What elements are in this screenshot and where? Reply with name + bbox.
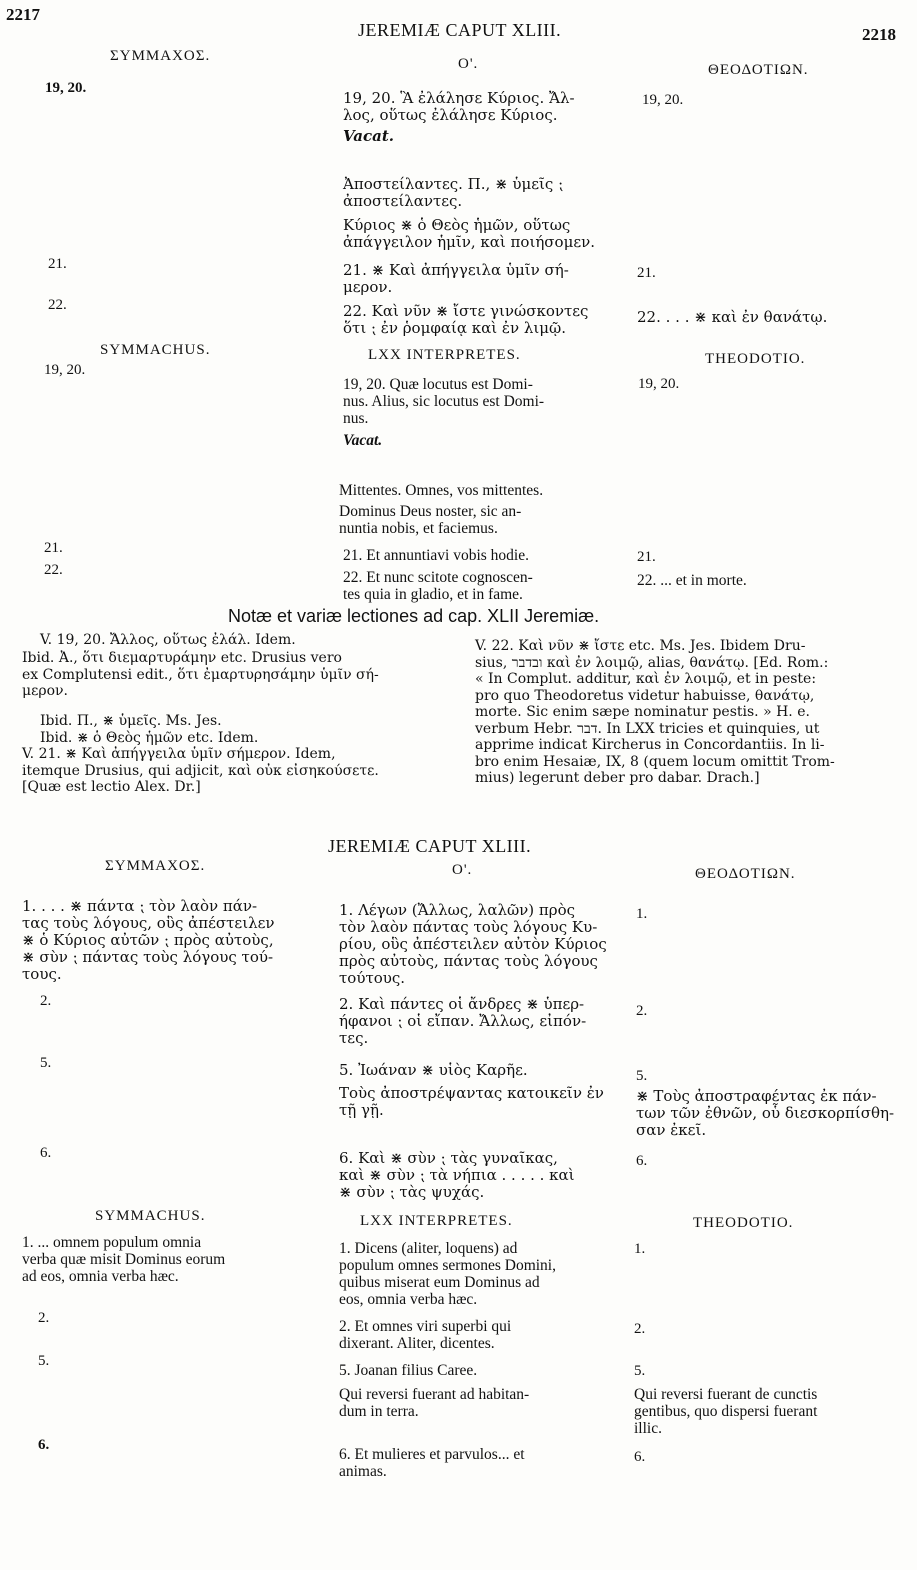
sym-verse-number: 2.: [40, 993, 52, 1009]
note-entry-right: V. 22. Καὶ νῦν ⋇ ἴστε etc. Ms. Jes. Ibidem Dru- sius, ובדבר καὶ ἐν λοιμῷ, alias, θανάτῳ. [Ed. Rom.: « In Complut. additur, καὶ ἐν λοιμῷ, et in peste: pro quo Theodoretus videtur habuisse, θανάτῳ, morte. Sic enim sæpe nominatur pestis. » H. e. verbum Hebr. דבר. In LXX tricies et quinquies, ut apprime indicat Kircherus in Concordantiis. In li- bro enim Hesaiæ, IX, 8 (quem locum omittit Trom- mius) legerunt deber pro dabar. Drach.]: [475, 638, 835, 786]
note-entry: V. 19, 20. Ἄλλος, οὕτως ἐλάλ. Idem.: [40, 632, 296, 648]
lxx-greek-verse: Ἀποστείλαντες. Π., ⋇ ὑμεῖς ⁏ ἀποστείλαντες.: [343, 175, 564, 210]
theo-latin-verse-number: 19, 20.: [638, 376, 680, 392]
col-header-lxx-greek: Ο'.: [452, 862, 473, 878]
col-header-symmachus-latin: SYMMACHUS.: [95, 1208, 206, 1224]
theo-verse-number: 19, 20.: [642, 92, 684, 108]
sym-latin-verse-number: 5.: [38, 1353, 50, 1369]
col-header-lxx-latin: LXX INTERPRETES.: [368, 347, 521, 363]
col-header-theodotion-latin: THEODOTIO.: [693, 1215, 794, 1231]
sym-verse-number: 21.: [48, 256, 67, 272]
col-header-theodotion-greek: ΘΕΟΔΟΤΙΩΝ.: [708, 62, 809, 78]
lxx-latin-vacat: Vacat.: [343, 432, 383, 449]
theo-verse-number: 5.: [636, 1068, 648, 1084]
col-header-symmachus-greek: ΣΥΜΜΑΧΟΣ.: [110, 48, 211, 64]
theo-verse-number: 6.: [636, 1153, 648, 1169]
theo-latin-verse-number: 21.: [637, 549, 656, 565]
theo-latin-verse: Qui reversi fuerant de cunctis gentibus, quo dispersi fuerant illic.: [634, 1386, 818, 1437]
note-entry: Ibid. ⋇ ὁ Θεὸς ἡμῶν etc. Idem.: [40, 730, 259, 746]
lxx-latin-verse: 6. Et mulieres et parvulos... et animas.: [339, 1446, 525, 1480]
col-header-lxx-greek: Ο'.: [458, 56, 479, 72]
note-entry: Ibid. Ἀ., ὅτι διεμαρτυράμην etc. Drusius vero ex Complutensi edit., ὅτι ἐμαρτυρησάμην ὑμῖν σή- μερον.: [22, 650, 379, 699]
sym-latin-verse-number: 21.: [44, 540, 63, 556]
lxx-greek-verse: Τοὺς ἀποστρέψαντας κατοικεῖν ἐν τῇ γῇ.: [339, 1084, 604, 1119]
sym-greek-verse: 1. . . . ⋇ πάντα ⁏ τὸν λαὸν πάν- τας τοὺς λόγους, οὓς ἀπέστειλεν ⋇ ὁ Κύριος αὐτῶν ⁏ πρὸς αὐτοὺς, ⋇ σὺν ⁏ πάντας τοὺς λόγους τού- τους.: [22, 897, 275, 983]
theo-verse-number: 2.: [636, 1003, 648, 1019]
sym-latin-verse-number: 19, 20.: [44, 362, 86, 378]
theo-latin-verse-number: 5.: [634, 1363, 646, 1379]
lxx-greek-verse: 5. Ἰωάναν ⋇ υἱὸς Καρῆε.: [339, 1061, 528, 1079]
theo-latin-verse-number: 6.: [634, 1449, 646, 1465]
page-number-right: 2218: [862, 25, 896, 44]
col-header-symmachus-greek: ΣΥΜΜΑΧΟΣ.: [105, 858, 206, 874]
chapter-title-bottom: JEREMIÆ CAPUT XLIII.: [328, 836, 532, 856]
chapter-title-top: JEREMIÆ CAPUT XLIII.: [358, 20, 562, 40]
theo-latin-verse-number: 2.: [634, 1321, 646, 1337]
lxx-greek-verse: 2. Καὶ πάντες οἱ ἄνδρες ⋇ ὑπερ- ήφανοι ⁏ οἱ εἴπαν. Ἄλλως, εἰπόν- τες.: [339, 995, 587, 1047]
sym-verse-number: 5.: [40, 1055, 52, 1071]
col-header-symmachus-latin: SYMMACHUS.: [100, 342, 211, 358]
lxx-greek-verse: 6. Καὶ ⋇ σὺν ⁏ τὰς γυναῖκας, καὶ ⋇ σὺν ⁏ τὰ νήπια . . . . . καὶ ⋇ σὺν ⁏ τὰς ψυχάς.: [339, 1149, 575, 1201]
lxx-latin-verse: Mittentes. Omnes, vos mittentes.: [339, 482, 544, 499]
lxx-latin-verse: 5. Joanan filius Caree.: [339, 1362, 478, 1379]
theo-greek-verse: ⋇ Τοὺς ἀποστραφέντας ἐκ πάν- των τῶν ἐθνῶν, οὗ διεσκορπίσθη- σαν ἐκεῖ.: [636, 1087, 895, 1139]
notes-title: Notæ et variæ lectiones ad cap. XLII Jeremiæ.: [228, 606, 600, 626]
lxx-latin-verse: Qui reversi fuerant ad habitan- dum in terra.: [339, 1386, 530, 1420]
theo-latin-verse: 22. ... et in morte.: [637, 572, 747, 589]
theo-latin-verse-number: 1.: [634, 1241, 646, 1257]
sym-latin-verse: 1. ... omnem populum omnia verba quæ misit Dominus eorum ad eos, omnia verba hæc.: [22, 1234, 226, 1285]
note-entry: V. 21. ⋇ Καὶ ἀπήγγειλα ὑμῖν σήμερον. Idem, itemque Drusius, qui adjicit, καὶ οὐκ εἰσηκούσετε. [Quæ est lectio Alex. Dr.]: [22, 746, 379, 795]
sym-verse-number: 19, 20.: [45, 80, 87, 96]
sym-verse-number: 6.: [40, 1145, 52, 1161]
sym-latin-verse-number: 6.: [38, 1437, 50, 1453]
col-header-theodotion-greek: ΘΕΟΔΟΤΙΩΝ.: [695, 866, 796, 882]
lxx-latin-verse: 19, 20. Quæ locutus est Domi- nus. Alius, sic locutus est Domi- nus.: [343, 376, 545, 427]
sym-latin-verse-number: 22.: [44, 562, 63, 578]
lxx-latin-verse: 1. Dicens (aliter, loquens) ad populum omnes sermones Domini, quibus miserat eum Dominus ad eos, omnia verba hæc.: [339, 1240, 556, 1308]
lxx-greek-verse: Κύριος ⋇ ὁ Θεὸς ἡμῶν, οὕτως ἀπάγγειλον ἡμῖν, καὶ ποιήσομεν.: [343, 216, 595, 251]
lxx-latin-verse: 21. Et annuntiavi vobis hodie.: [343, 547, 529, 564]
lxx-greek-verse: 22. Καὶ νῦν ⋇ ἴστε γινώσκοντες ὅτι ⁏ ἐν ῥομφαίᾳ καὶ ἐν λιμῷ.: [343, 302, 589, 337]
page-number-left: 2217: [6, 5, 40, 24]
theo-greek-verse: 22. . . . ⋇ καὶ ἐν θανάτῳ.: [637, 308, 828, 326]
theo-verse-number: 21.: [637, 265, 656, 281]
sym-verse-number: 22.: [48, 297, 67, 313]
lxx-greek-verse: 21. ⋇ Καὶ ἀπήγγειλα ὑμῖν σή- μερον.: [343, 261, 569, 296]
theo-verse-number: 1.: [636, 906, 648, 922]
note-entry: Ibid. Π., ⋇ ὑμεῖς. Ms. Jes.: [40, 713, 222, 729]
col-header-theodotion-latin: THEODOTIO.: [705, 351, 806, 367]
lxx-latin-verse: Dominus Deus noster, sic an- nuntia nobis, et faciemus.: [339, 503, 522, 537]
lxx-greek-vacat: Vacat.: [343, 127, 394, 145]
lxx-greek-verse: 19, 20. Ἃ ἐλάλησε Κύριος. Ἄλ- λος, οὕτως ἐλάλησε Κύριος.: [343, 89, 575, 124]
lxx-greek-verse: 1. Λέγων (Ἄλλως, λαλῶν) πρὸς τὸν λαὸν πάντας τοὺς λόγους Κυ- ρίου, οὓς ἀπέστειλεν αὐτὸν Κύριος πρὸς αὐτοὺς, πάντας τοὺς λόγους τούτους.: [339, 901, 607, 987]
sym-latin-verse-number: 2.: [38, 1310, 50, 1326]
lxx-latin-verse: 2. Et omnes viri superbi qui dixerant. Aliter, dicentes.: [339, 1318, 512, 1352]
lxx-latin-verse: 22. Et nunc scitote cognoscen- tes quia in gladio, et in fame.: [343, 569, 533, 603]
col-header-lxx-latin: LXX INTERPRETES.: [360, 1213, 513, 1229]
